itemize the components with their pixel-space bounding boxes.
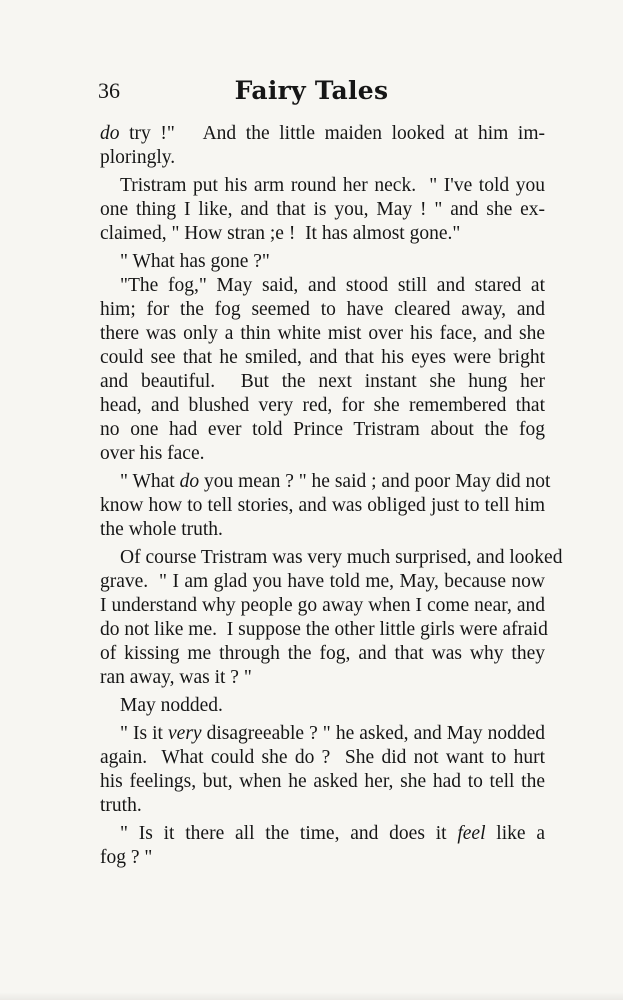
emphasis-text: do xyxy=(179,471,200,492)
text-segment: Of course Tristram was very much surprised, and looked xyxy=(120,547,563,568)
text-line xyxy=(100,394,545,418)
text-line xyxy=(100,346,545,370)
text-segment: Tristram put his arm round her neck. " I've told you xyxy=(120,175,545,196)
text-segment: over his face. xyxy=(100,443,205,464)
text-segment: do not like me. I suppose the other little girls were afraid xyxy=(100,619,548,640)
text-line xyxy=(100,770,545,794)
emphasis-text: very xyxy=(168,723,202,744)
text-line xyxy=(100,570,545,594)
text-line xyxy=(100,174,545,198)
running-title: Fairy Tales xyxy=(234,76,389,105)
text-segment: grave. " I am glad you have told me, May, because now xyxy=(100,571,545,592)
text-segment: one thing I like, and that is you, May ! " and she ex- xyxy=(100,199,545,220)
text-line xyxy=(100,418,545,442)
text-line xyxy=(100,146,545,170)
text-segment: there was only a thin white mist over his face, and she xyxy=(100,323,545,344)
text-line xyxy=(100,822,545,846)
text-segment: him; for the fog seemed to have cleared away, and xyxy=(100,299,545,320)
body-text xyxy=(100,122,563,870)
text-line xyxy=(100,122,545,146)
text-line xyxy=(100,322,545,346)
text-segment: know how to tell stories, and was obliged just to tell him xyxy=(100,495,545,516)
text-line xyxy=(100,442,545,466)
page-number: 36 xyxy=(98,78,120,103)
text-line xyxy=(100,722,545,746)
page-bottom-shadow xyxy=(0,992,623,1000)
text-segment: " Is it there all the time, and does it xyxy=(120,823,458,844)
text-segment: "The fog," May said, and stood still and stared at xyxy=(120,275,545,296)
text-segment: ran away, was it ? " xyxy=(100,667,252,688)
text-line xyxy=(100,274,545,298)
text-line xyxy=(100,518,545,542)
text-segment: the whole truth. xyxy=(100,519,223,540)
text-line xyxy=(100,222,545,246)
emphasis-text: feel xyxy=(457,823,486,844)
text-segment: head, and blushed very red, for she remembered that xyxy=(100,395,545,416)
text-segment: fog ? " xyxy=(100,847,153,868)
text-segment: and beautiful. But the next instant she hung her xyxy=(100,371,545,392)
text-segment: you mean ? " he said ; and poor May did not xyxy=(199,471,551,492)
text-line xyxy=(100,746,545,770)
text-line xyxy=(100,594,545,618)
text-segment: could see that he smiled, and that his eyes were bright xyxy=(100,347,545,368)
text-line xyxy=(100,694,545,718)
text-segment: " What has gone ?" xyxy=(120,251,270,272)
text-segment: I understand why people go away when I come near, and xyxy=(100,595,545,616)
text-line xyxy=(100,298,545,322)
text-line xyxy=(100,250,545,274)
text-segment: truth. xyxy=(100,795,142,816)
text-segment: his feelings, but, when he asked her, she had to tell the xyxy=(100,771,545,792)
text-segment: " What xyxy=(120,471,180,492)
emphasis-text: do xyxy=(100,123,120,144)
text-segment: again. What could she do ? She did not want to hurt xyxy=(100,747,545,768)
text-segment: like a xyxy=(485,823,545,844)
text-segment: of kissing me through the fog, and that was why they xyxy=(100,643,545,664)
text-line xyxy=(100,494,545,518)
text-line xyxy=(100,370,545,394)
text-line xyxy=(100,198,545,222)
text-line xyxy=(100,794,545,818)
text-segment: try !" And the little maiden looked at him im- xyxy=(119,123,545,144)
text-line xyxy=(100,470,551,494)
text-segment: disagreeable ? " he asked, and May nodded xyxy=(201,723,545,744)
text-line xyxy=(100,546,563,570)
text-line xyxy=(100,846,545,870)
text-line xyxy=(100,618,548,642)
text-segment: " Is it xyxy=(120,723,169,744)
text-segment: ploringly. xyxy=(100,147,176,168)
text-line xyxy=(100,642,545,666)
text-segment: claimed, " How stran ;e ! It has almost gone." xyxy=(100,223,461,244)
text-segment: no one had ever told Prince Tristram about the fog xyxy=(100,419,545,440)
text-segment: May nodded. xyxy=(120,695,223,716)
text-line xyxy=(100,666,545,690)
